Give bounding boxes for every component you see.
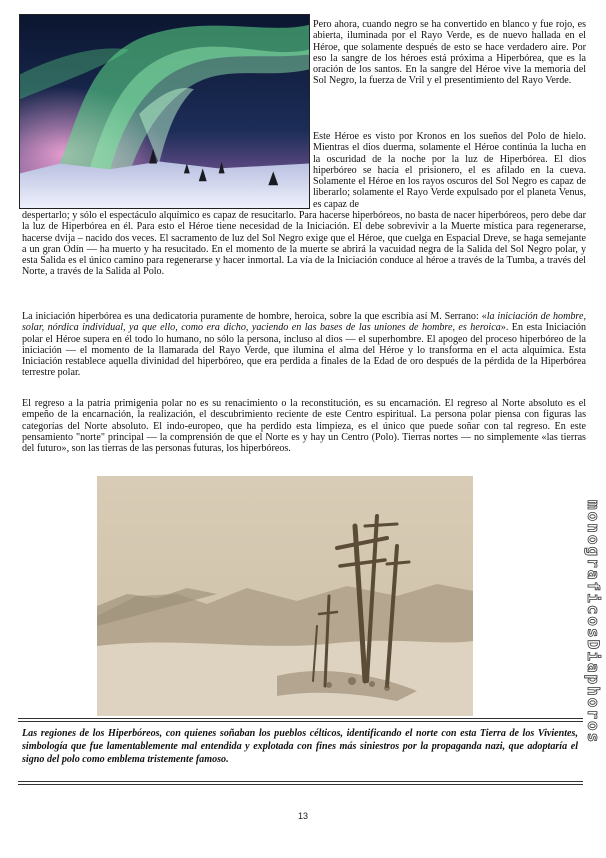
aurora-photo — [19, 14, 310, 209]
caption-rule — [18, 781, 583, 782]
side-watermark: monograficosDiaphoros — [584, 500, 603, 745]
paragraph-2b: despertarlo; y sólo el espectáculo alquímico es capaz de resucitarlo. Para hacerse hiperbóreos, no basta de nacer hiperbóreos, pero debe dar la luz de Hiperbórea en él. Para esto el Héroe tiene necesidad de la Iniciación. El debe sobrevivir a la Muerte mística para regenerarse, hacerse dvija – nacido dos veces. El sacramento de luz del Sol Negro exige que el Héroe, que cuelga en Espacial Dreve, se haga semejante a un gran Odín — ha muerto y ha resucitado. En el momento de la muerte se abrirá la vacuidad negra de la Salida del Sol Negro polar, y esta Salida es el único camino para regenerarse y hacer inmortal. La vía de la Iniciación conduce al héroe a través de la Tumba, a través del Norte, a través de la Salida al Polo. — [22, 210, 586, 278]
paragraph-2a: Este Héroe es visto por Kronos en los sueños del Polo de hielo. Mientras el dios duerma, solamente el Héroe continúa la lucha en la oscuridad de la noche por la luz de Hiperbórea. El dios hiperbóreo se hacía el prisionero, el es afilado en la cueva. Solamente el Héroe en los rayos oscuros del Sol Negro es capaz de liberarlo; solamente el Rayo Verde expulsado por el planeta Venus, es capaz de — [313, 131, 586, 210]
paragraph-1: Pero ahora, cuando negro se ha convertido en blanco y fue rojo, es abierta, iluminada por el Rayo Verde, es de nuevo hallada en el Héroe, que solamente después de esto se hace verdadero aire. Por eso la sangre de los héroes está próxima a Hiperbórea, que es la oración de los santos. En la sangre del Héroe vive la memoria del Sol Negro, la fuerza de Vril y el presentimiento del Rayo Verde. — [313, 19, 586, 87]
caption-rule — [18, 721, 583, 722]
paragraph-3 — [22, 311, 586, 379]
caption-rule — [18, 718, 583, 719]
serrano-quote: la iniciación de hombre, solar, nórdica individual, ya que ello, como era dicho, yaciendo en las bases de las uniones de hombre, es heroica — [22, 311, 586, 334]
caption-rule — [18, 784, 583, 785]
polar-crosses-lithograph — [97, 476, 473, 716]
paragraph-4: El regreso a la patria primigenia polar no es su renacimiento o la reconstitución, es su encarnación. El regreso al Norte absoluto es el empeño de la encarnación, la realización, el descubrimiento reciente de este Centro espiritual. La persona polar piensa con figuras las categorías del Norte absoluto. El indo-europeo, que ha perdido esta limpieza, es el único que puede soñar con tal regreso. En este pensamiento "norte" principal — la comprensión de que el Norte es y hay un Centro (Polo). Tierras nortes — no simplemente «las tierras del futuro», son las tierras de las personas futuras, los hiperbóreos. — [22, 398, 586, 455]
page-number: 13 — [297, 811, 308, 821]
image-caption: Las regiones de los Hiperbóreos, con quienes soñaban los pueblos célticos, identificando el norte con esta Tierra de los Vivientes, simbología que fue lamentablemente mal entendida y explotada con fines más siniestros por la propaganda nazi, que adoptaría el signo del polo como emblema tristemente famoso. — [22, 728, 578, 766]
paragraph-3-end: ». En esta Iniciación polar el Héroe supera en él todo lo humano, no sólo la persona, incluso al dios — el superhombre. El apogeo del proceso hiperbóreo de la iniciación — el momento de la llamarada del Rayo Verde, que ilumina el alma del Héroe y lo transforma en el acta alquímica. Esta Iniciación restablece aquella divinidad del hiperbóreo, que era perdida a finales de la Edad de oro después de la pérdida de la Hiperbórea terrestre polar. — [22, 322, 586, 379]
paragraph-3-start: La iniciación hiperbórea es una dedicatoria puramente de hombre, heroica, sobre la que escribía así M. Serrano: « — [22, 311, 487, 322]
